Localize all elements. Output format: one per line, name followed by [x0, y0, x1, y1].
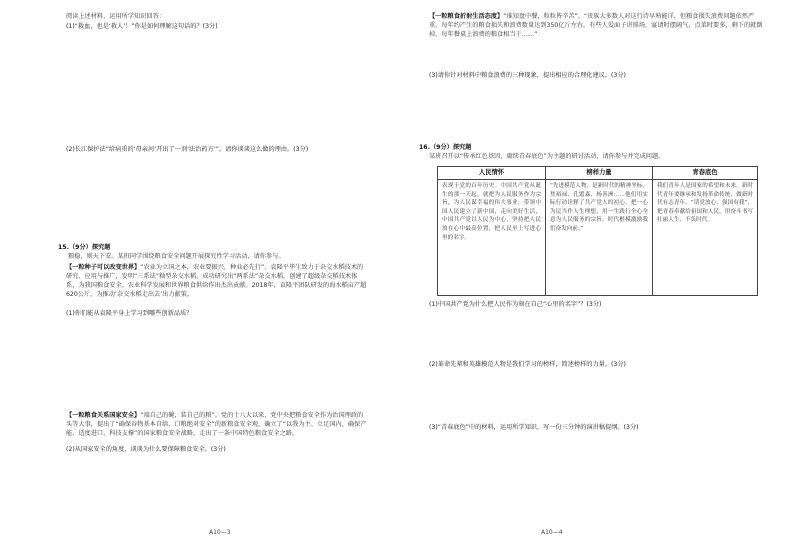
q15-sub1: (1)你们能从袁隆平身上学习到哪些创新品质？	[66, 310, 193, 317]
right-page	[397, 0, 793, 553]
q16-intro: 某班召开以“传承红色基因，赓续青春底色”为主题的研讨活动，请你参与并完成问题。	[429, 153, 665, 160]
q15-intro: 粮稳，则天下安。某班同学围绕粮食安全问题开展探究性学习活动，请你参与。	[68, 253, 285, 260]
left-page	[0, 0, 396, 553]
left-footer: A10—3	[209, 529, 231, 536]
q16-sub2: (2)革命先辈和英雄模范人物是我们学习的榜样，简述榜样的力量。(3分)	[429, 361, 626, 368]
table-head: 榜样力量	[546, 167, 652, 180]
q16-sub1: (1)中国共产党为什么把人民作为刻在自己“心里的名字”？(3分)	[429, 301, 602, 308]
block2-head: 【一粒粮食关系国家安全】	[66, 412, 141, 419]
intro-text: 阅读上述材料，运用所学知识回答：	[66, 13, 165, 20]
table-head: 人民情怀	[438, 167, 545, 180]
table-cell: 我们青年人是国家的希望和未来。新时代青年要继承和发扬革命传统，做新时代有志青年，“请党放心，强国有我”，把青春奉献给祖国和人民，用奋斗书写壮丽人生，不负时代。	[657, 183, 753, 224]
block2	[66, 411, 368, 438]
table-cell: 表现于党的百年历史。中国共产党从诞生的那一天起，就把为人民服务作为宗旨，为人民谋幸福的伟大事业，带领中国人民建立了新中国，走向美好生活，中国共产党以人民为中心，坚持把人民放在心中最高位置，把人民至上写进心里的名字。	[442, 183, 541, 241]
block3-head: 【一粒粮食折射生活态度】	[429, 13, 504, 20]
table-cell: “先进模范人物，是新时代的精神坐标。焦裕禄、孔繁森、杨善洲……他们用实际行动诠释了共产党人的初心，把一心为民当作人生理想，用一生践行全心全意为人民服务的宗旨，时代楷模激励我们奋发向前。”	[550, 183, 648, 232]
question-3: (3)请你针对材料中粮食浪费的三种现象，提出相应的合理化建议。(3分)	[429, 72, 626, 79]
question-2: (2)长江保护法“给病重的‘母亲河’开出了一剂‘法治药方’”。请你谈谈这么做的理由。(3分)	[66, 146, 309, 153]
block1	[66, 263, 368, 299]
table-col-people	[438, 167, 546, 295]
block3	[429, 12, 765, 39]
block2-body: “端自己的碗，装自己的粮”。党的十八大以来，党中央把粮食安全作为治国理政的头等大事，提出了“确保谷物基本自给、口粮绝对安全”的新粮食安全观，确立了“以我为主、立足国内、确保产能、适度进口、科技支撑”的国家粮食安全战略，走出了一条中国特色粮食安全之路。	[66, 412, 367, 437]
q16-title: 16.（9分）探究题	[419, 144, 472, 151]
q15-title: 15.（9分）探究题	[58, 244, 111, 251]
question-1: (1)“救血，也是‘救人’！”你是如何理解这句话的？(3分)	[66, 23, 218, 30]
block1-body: “农业为立国之本，农业要振兴，种业必先行”。袁隆平毕生致力于杂交水稻技术的研究、应用与推广，发明“三系法”籼型杂交水稻，成功研究出“两系法”杂交水稻，创建了超级杂交稻技术体系，为我国粮食安全、农业科学发展和世界粮食供给作出杰出贡献。2018年，袁隆平团队研发的海水稻亩产超620公斤，为推动‘杂交水稻走出去’出力献策。	[66, 264, 367, 298]
block1-head: 【一粒种子可以改变世界】	[66, 264, 141, 271]
block3-body: “谁知盘中餐，粒粒皆辛苦”。“贵族大多数人对这行诗早熟能详，但粮食损失浪费问题依然严重，每年约产生的粮食损失和浪费数量达到350亿斤左右。有些人爱面子讲排场，宴请时摆阔气，点菜时要多，剩下的就倒掉，每年餐桌上浪费的粮食相当于……”	[429, 13, 763, 38]
right-footer: A10—4	[541, 529, 563, 536]
table-col-role-model	[546, 167, 653, 295]
table-head: 青春底色	[653, 167, 757, 180]
q16-sub3: (3)“青春底色”中的材料，运用所学知识，写一份三分钟的演讲稿提纲。(3分)	[429, 424, 639, 431]
q15-sub2: (2)从国家安全的角度，谈谈为什么要保障粮食安全。(3分)	[66, 446, 226, 453]
table-col-youth	[653, 167, 757, 295]
material-table	[437, 166, 758, 296]
